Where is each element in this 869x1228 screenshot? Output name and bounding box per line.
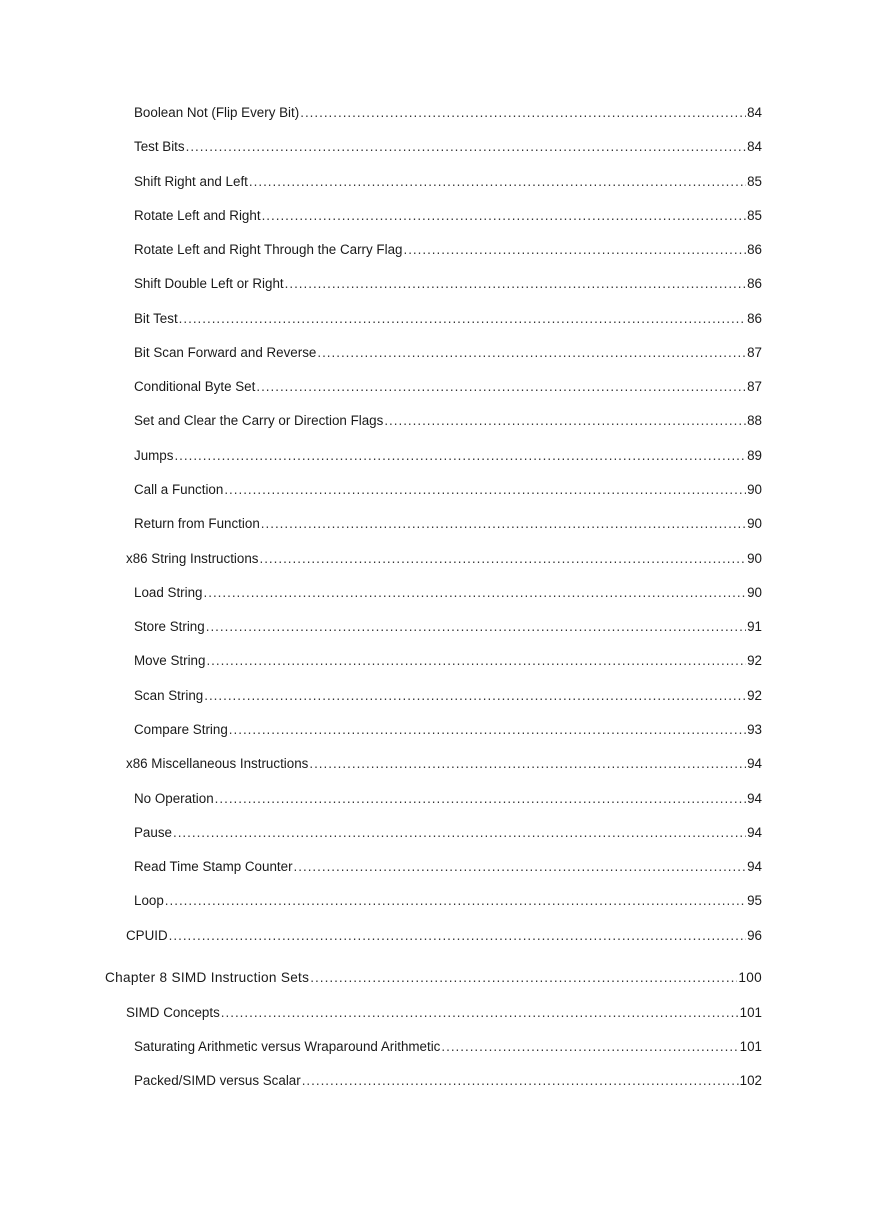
toc-entry[interactable] [134, 1038, 762, 1056]
toc-entry-title: Chapter 8 SIMD Instruction Sets [105, 970, 310, 985]
toc-entry-page-number: 94 [747, 791, 762, 806]
dot-leader [300, 104, 746, 122]
toc-entry-page-number: 88 [747, 413, 762, 428]
toc-entry-page-number: 101 [739, 1005, 762, 1020]
toc-entry-title: Saturating Arithmetic versus Wraparound Arithmetic [134, 1039, 441, 1054]
toc-entry-title: No Operation [134, 791, 214, 806]
dot-leader [384, 412, 746, 430]
toc-entry[interactable] [126, 755, 762, 773]
toc-entry[interactable] [134, 721, 762, 739]
toc-entry-page-number: 92 [747, 688, 762, 703]
dot-leader [441, 1038, 738, 1056]
dot-leader [204, 584, 747, 602]
toc-entry-title: Store String [134, 619, 205, 634]
toc-entry-page-number: 89 [747, 448, 762, 463]
dot-leader [224, 481, 746, 499]
toc-entry-page-number: 91 [747, 619, 762, 634]
toc-entry-page-number: 94 [747, 825, 762, 840]
toc-entry[interactable] [134, 652, 762, 670]
toc-entry-page-number: 90 [747, 585, 762, 600]
toc-entry-page-number: 86 [747, 311, 762, 326]
dot-leader [259, 550, 746, 568]
toc-entry-title: Return from Function [134, 516, 260, 531]
toc-entry[interactable] [105, 969, 762, 987]
toc-entry-page-number: 90 [747, 482, 762, 497]
toc-entry-title: x86 Miscellaneous Instructions [126, 756, 309, 771]
dot-leader [179, 310, 746, 328]
toc-entry-title: Call a Function [134, 482, 224, 497]
toc-entry[interactable] [134, 790, 762, 808]
dot-leader [206, 652, 746, 670]
toc-entry[interactable] [134, 447, 762, 465]
toc-entry-page-number: 90 [747, 516, 762, 531]
dot-leader [403, 241, 746, 259]
toc-entry-page-number: 84 [747, 105, 762, 120]
dot-leader [229, 721, 746, 739]
toc-entry-page-number: 86 [747, 242, 762, 257]
toc-entry-title: SIMD Concepts [126, 1005, 220, 1020]
toc-entry-title: Load String [134, 585, 203, 600]
toc-entry-page-number: 90 [747, 551, 762, 566]
dot-leader [204, 687, 746, 705]
dot-leader [285, 275, 746, 293]
toc-entry-title: Packed/SIMD versus Scalar [134, 1073, 301, 1088]
toc-entry[interactable] [134, 824, 762, 842]
dot-leader [249, 173, 746, 191]
toc-entry-title: Shift Double Left or Right [134, 276, 284, 291]
toc-entry-page-number: 87 [747, 345, 762, 360]
toc-entry[interactable] [126, 550, 762, 568]
toc-entry-page-number: 96 [747, 928, 762, 943]
toc-entry-page-number: 86 [747, 276, 762, 291]
toc-entry[interactable] [126, 927, 762, 945]
dot-leader [221, 1004, 739, 1022]
dot-leader [173, 824, 746, 842]
toc-entry-title: Scan String [134, 688, 204, 703]
toc-entry-page-number: 94 [747, 859, 762, 874]
dot-leader [261, 515, 746, 533]
toc-entry-title: Jumps [134, 448, 174, 463]
dot-leader [174, 447, 746, 465]
dot-leader [310, 969, 737, 987]
toc-entry-title: Boolean Not (Flip Every Bit) [134, 105, 300, 120]
toc-entry[interactable] [134, 858, 762, 876]
toc-entry-page-number: 95 [747, 893, 762, 908]
toc-entry[interactable] [134, 344, 762, 362]
toc-entry-title: Rotate Left and Right [134, 208, 261, 223]
toc-entry[interactable] [134, 207, 762, 225]
toc-entry-title: x86 String Instructions [126, 551, 259, 566]
toc-entry-page-number: 102 [739, 1073, 762, 1088]
toc-entry[interactable] [134, 241, 762, 259]
toc-entry-page-number: 92 [747, 653, 762, 668]
dot-leader [309, 755, 746, 773]
toc-entry[interactable] [134, 584, 762, 602]
toc-entry[interactable] [134, 310, 762, 328]
toc-entry[interactable] [134, 275, 762, 293]
toc-entry[interactable] [134, 481, 762, 499]
toc-entry-page-number: 93 [747, 722, 762, 737]
toc-entry[interactable] [134, 104, 762, 122]
dot-leader [294, 858, 747, 876]
toc-entry-title: Pause [134, 825, 172, 840]
toc-entry-title: Bit Scan Forward and Reverse [134, 345, 317, 360]
toc-entry-title: CPUID [126, 928, 168, 943]
dot-leader [215, 790, 746, 808]
dot-leader [256, 378, 746, 396]
toc-entry[interactable] [134, 618, 762, 636]
dot-leader [186, 138, 746, 156]
toc-entry-title: Rotate Left and Right Through the Carry Flag [134, 242, 403, 257]
toc-entry-page-number: 94 [747, 756, 762, 771]
dot-leader [165, 892, 746, 910]
toc-entry[interactable] [134, 687, 762, 705]
toc-entry-title: Move String [134, 653, 206, 668]
toc-entry[interactable] [134, 1072, 762, 1090]
toc-entry-title: Loop [134, 893, 164, 908]
toc-entry-page-number: 87 [747, 379, 762, 394]
toc-entry[interactable] [134, 412, 762, 430]
dot-leader [206, 618, 746, 636]
dot-leader [262, 207, 747, 225]
toc-entry-page-number: 85 [747, 208, 762, 223]
toc-entry-page-number: 100 [738, 970, 762, 985]
dot-leader [302, 1072, 739, 1090]
toc-entry[interactable] [134, 173, 762, 191]
dot-leader [169, 927, 746, 945]
toc-entry[interactable] [126, 1004, 762, 1022]
toc-entry-title: Read Time Stamp Counter [134, 859, 293, 874]
toc-entry[interactable] [134, 138, 762, 156]
toc-entry-title: Bit Test [134, 311, 178, 326]
toc-entry-title: Conditional Byte Set [134, 379, 256, 394]
dot-leader [317, 344, 746, 362]
toc-entry-title: Compare String [134, 722, 228, 737]
toc-entry-title: Test Bits [134, 139, 185, 154]
toc-entry-page-number: 85 [747, 174, 762, 189]
toc-entry[interactable] [134, 378, 762, 396]
toc-entry[interactable] [134, 515, 762, 533]
toc-entry-title: Shift Right and Left [134, 174, 248, 189]
toc-entry-title: Set and Clear the Carry or Direction Flags [134, 413, 384, 428]
toc-entry-page-number: 84 [747, 139, 762, 154]
toc-entry[interactable] [134, 892, 762, 910]
toc-entry-page-number: 101 [739, 1039, 762, 1054]
